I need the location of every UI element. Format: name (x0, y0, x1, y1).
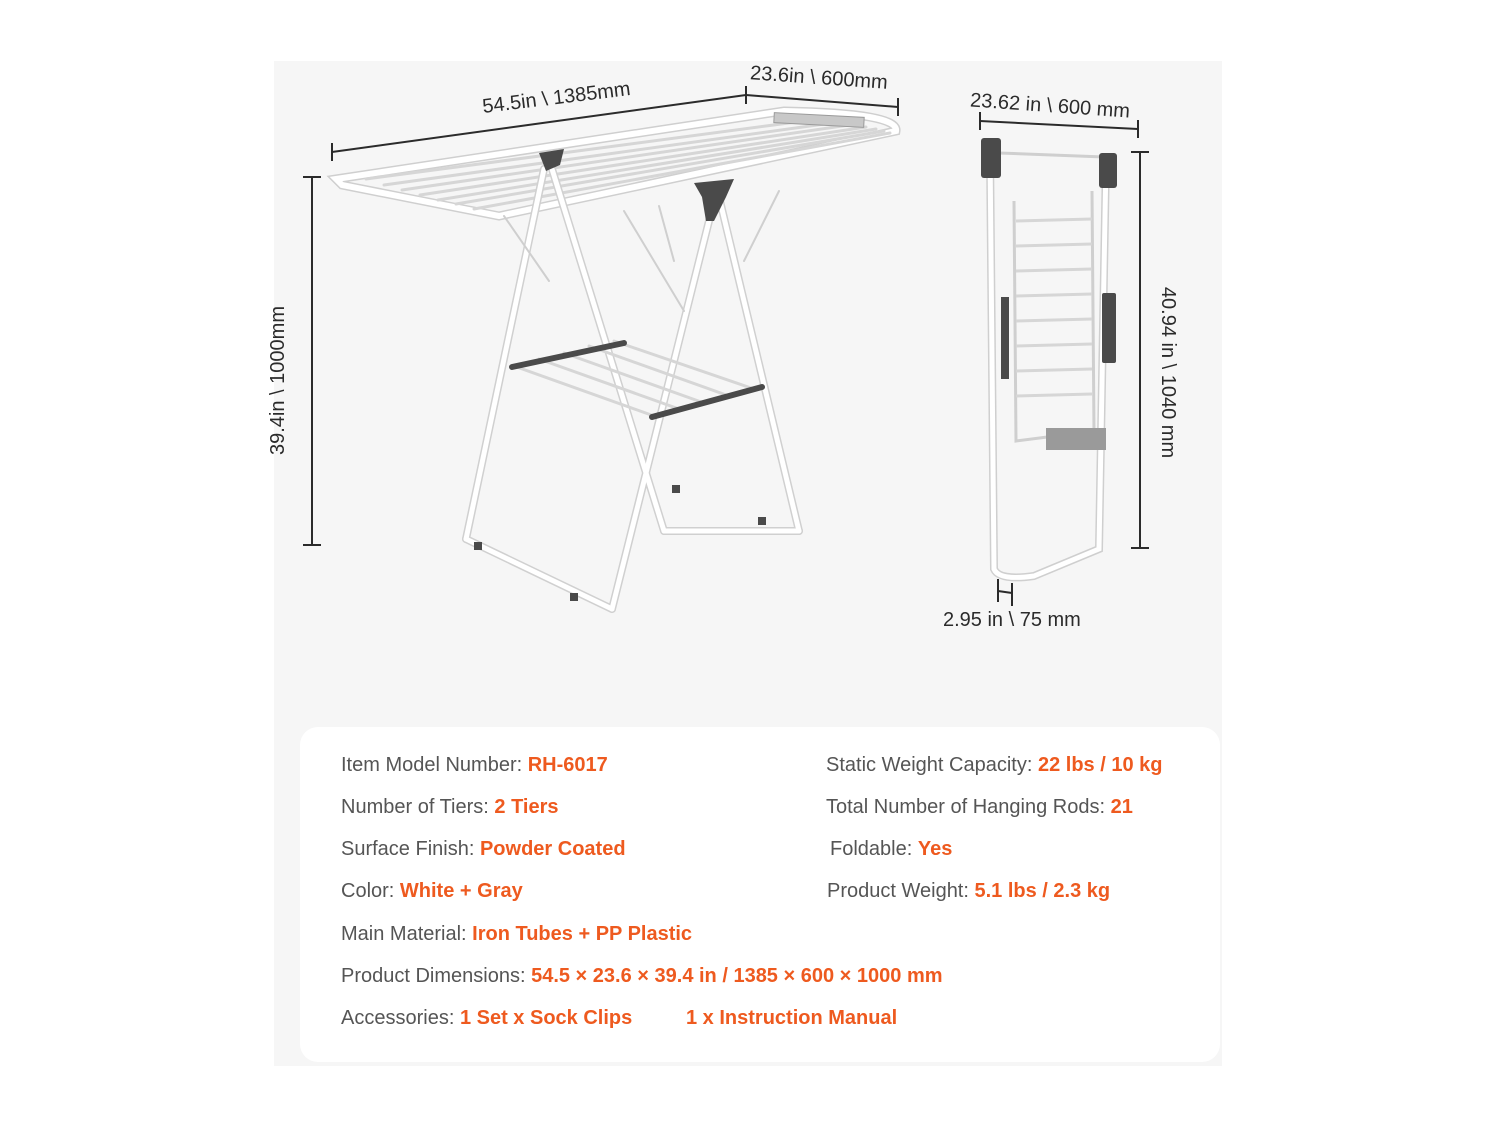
spec-material-value: Iron Tubes + PP Plastic (472, 923, 693, 945)
spec-rods: Total Number of Hanging Rods: 21 (826, 796, 1133, 818)
dim-label-folded-thickness: 2.95 in \ 75 mm (943, 609, 1081, 631)
spec-accessories: Accessories: 1 Set x Sock Clips (341, 1007, 633, 1029)
spec-model-value: RH-6017 (527, 754, 608, 776)
spec-material: Main Material: Iron Tubes + PP Plastic (341, 923, 693, 945)
spec-tiers-value: 2 Tiers (494, 796, 559, 818)
spec-dimensions-value: 54.5 × 23.6 × 39.4 in / 1385 × 600 × 1000 mm (531, 965, 943, 987)
spec-foldable-value: Yes (917, 838, 953, 860)
spec-tiers: Number of Tiers: 2 Tiers (341, 796, 559, 818)
dim-label-folded-width: 23.62 in \ 600 mm (969, 89, 1131, 123)
spec-weight: Product Weight: 5.1 lbs / 2.3 kg (827, 880, 1111, 902)
spec-accessories-second (686, 1007, 897, 1030)
spec-foldable: Foldable: Yes (830, 838, 953, 860)
dim-label-width: 23.6in \ 600mm (749, 62, 889, 94)
folded-rack (981, 138, 1117, 577)
spec-finish: Surface Finish: Powder Coated (341, 838, 626, 860)
dim-line-thickness (998, 591, 1012, 593)
spec-color-value: White + Gray (399, 880, 523, 902)
spec-finish-value: Powder Coated (479, 838, 626, 860)
spec-accessories-value: 1 Set x Sock Clips (459, 1007, 633, 1029)
spec-accessories-value-2: 1 x Instruction Manual (686, 1007, 898, 1029)
spec-rods-value: 21 (1110, 796, 1133, 818)
spec-capacity-value: 22 lbs / 10 kg (1037, 754, 1163, 776)
dim-label-length: 54.5in \ 1385mm (481, 78, 632, 119)
dim-label-height: 39.4in \ 1000mm (266, 306, 289, 455)
spec-dimensions: Product Dimensions: 54.5 × 23.6 × 39.4 in / 1385 × 600 × 1000 mm (341, 965, 943, 987)
specs-card (300, 727, 1220, 1062)
spec-model: Item Model Number: RH-6017 (341, 754, 608, 776)
dim-label-folded-height: 40.94 in \ 1040 mm (1157, 286, 1180, 459)
dim-line-width (746, 95, 898, 107)
spec-color: Color: White + Gray (341, 880, 523, 902)
unfolded-rack (336, 111, 896, 609)
spec-weight-value: 5.1 lbs / 2.3 kg (974, 880, 1111, 902)
spec-capacity: Static Weight Capacity: 22 lbs / 10 kg (826, 754, 1163, 776)
